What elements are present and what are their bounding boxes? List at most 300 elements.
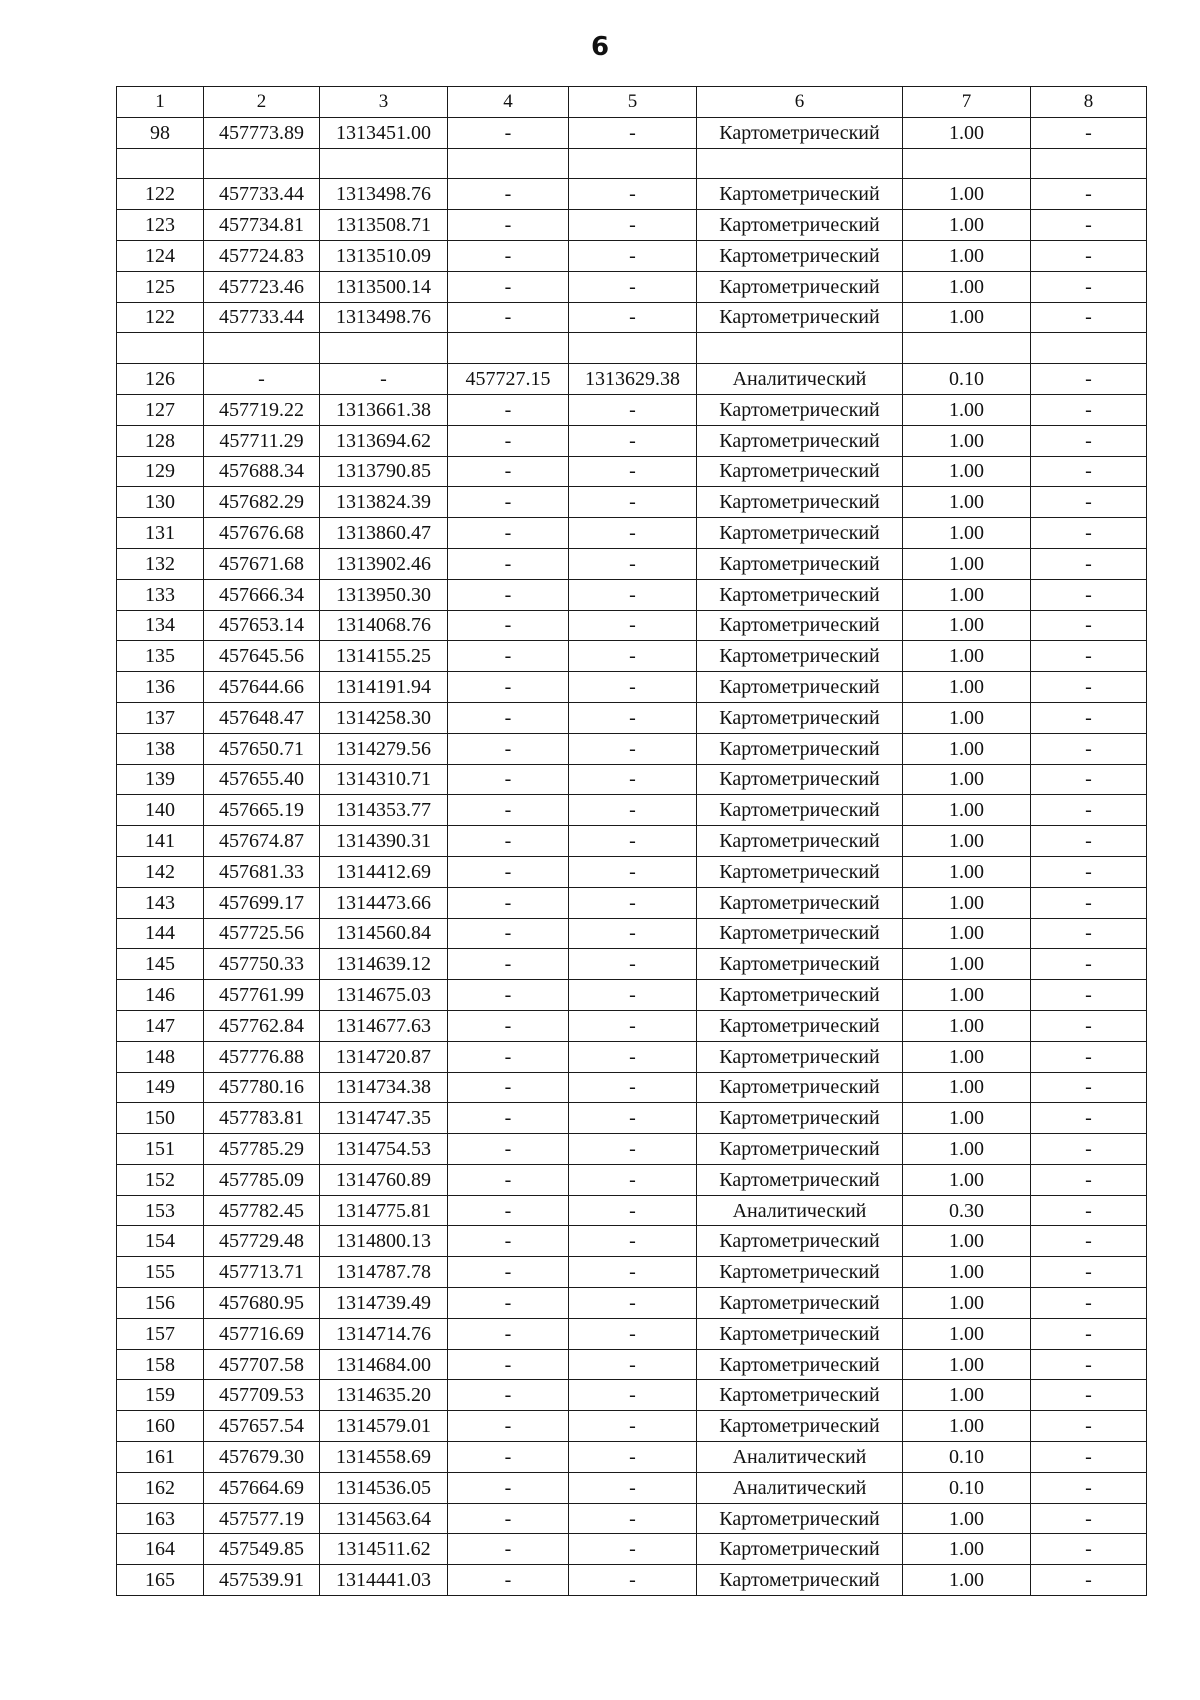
- column-header: 4: [448, 87, 569, 118]
- x-coordinate-cell: 457723.46: [204, 271, 320, 302]
- method-cell: Картометрический: [697, 210, 903, 241]
- description-cell: -: [1031, 1257, 1147, 1288]
- description-cell: -: [1031, 456, 1147, 487]
- description-cell: -: [1031, 364, 1147, 395]
- accuracy-cell: 1.00: [903, 733, 1031, 764]
- accuracy-cell: 1.00: [903, 1041, 1031, 1072]
- accuracy-cell: 0.10: [903, 364, 1031, 395]
- y-coordinate-cell: 1313498.76: [320, 179, 448, 210]
- description-cell: -: [1031, 179, 1147, 210]
- y-new-coordinate-cell: -: [569, 302, 697, 333]
- method-cell: Картометрический: [697, 918, 903, 949]
- x-coordinate-cell: 457780.16: [204, 1072, 320, 1103]
- table-row: [117, 1288, 1147, 1319]
- y-coordinate-cell: 1313510.09: [320, 240, 448, 271]
- x-coordinate-cell: 457682.29: [204, 487, 320, 518]
- description-cell: -: [1031, 1288, 1147, 1319]
- y-coordinate-cell: 1313902.46: [320, 548, 448, 579]
- y-coordinate-cell: 1314720.87: [320, 1041, 448, 1072]
- x-new-coordinate-cell: -: [448, 702, 569, 733]
- description-cell: -: [1031, 240, 1147, 271]
- table-row: [117, 394, 1147, 425]
- method-cell: Картометрический: [697, 1164, 903, 1195]
- x-new-coordinate-cell: -: [448, 1442, 569, 1473]
- y-new-coordinate-cell: -: [569, 1318, 697, 1349]
- accuracy-cell: 1.00: [903, 518, 1031, 549]
- description-cell: -: [1031, 1010, 1147, 1041]
- x-coordinate-cell: 457733.44: [204, 302, 320, 333]
- x-coordinate-cell: 457674.87: [204, 826, 320, 857]
- point-number-cell: 156: [117, 1288, 204, 1319]
- point-number-cell: 164: [117, 1534, 204, 1565]
- x-coordinate-cell: 457719.22: [204, 394, 320, 425]
- y-coordinate-cell: 1314677.63: [320, 1010, 448, 1041]
- y-new-coordinate-cell: [569, 148, 697, 179]
- description-cell: -: [1031, 210, 1147, 241]
- x-new-coordinate-cell: -: [448, 1503, 569, 1534]
- y-new-coordinate-cell: -: [569, 795, 697, 826]
- x-coordinate-cell: 457655.40: [204, 764, 320, 795]
- y-new-coordinate-cell: -: [569, 179, 697, 210]
- x-coordinate-cell: 457716.69: [204, 1318, 320, 1349]
- table-row: [117, 1164, 1147, 1195]
- x-coordinate-cell: 457776.88: [204, 1041, 320, 1072]
- y-coordinate-cell: 1314473.66: [320, 887, 448, 918]
- x-new-coordinate-cell: -: [448, 210, 569, 241]
- y-coordinate-cell: 1314739.49: [320, 1288, 448, 1319]
- x-coordinate-cell: 457783.81: [204, 1103, 320, 1134]
- table-row: [117, 1472, 1147, 1503]
- method-cell: Картометрический: [697, 487, 903, 518]
- x-new-coordinate-cell: -: [448, 240, 569, 271]
- table-row: [117, 271, 1147, 302]
- accuracy-cell: 1.00: [903, 1134, 1031, 1165]
- description-cell: -: [1031, 1072, 1147, 1103]
- method-cell: Картометрический: [697, 548, 903, 579]
- x-new-coordinate-cell: -: [448, 672, 569, 703]
- y-new-coordinate-cell: -: [569, 1472, 697, 1503]
- method-cell: Картометрический: [697, 394, 903, 425]
- accuracy-cell: 1.00: [903, 487, 1031, 518]
- y-new-coordinate-cell: -: [569, 641, 697, 672]
- point-number-cell: 125: [117, 271, 204, 302]
- x-new-coordinate-cell: -: [448, 1072, 569, 1103]
- table-row: [117, 1411, 1147, 1442]
- method-cell: Картометрический: [697, 641, 903, 672]
- x-coordinate-cell: 457729.48: [204, 1226, 320, 1257]
- table-row: [117, 456, 1147, 487]
- point-number-cell: 146: [117, 980, 204, 1011]
- description-cell: -: [1031, 548, 1147, 579]
- method-cell: Картометрический: [697, 1134, 903, 1165]
- x-new-coordinate-cell: -: [448, 548, 569, 579]
- point-number-cell: 126: [117, 364, 204, 395]
- x-coordinate-cell: 457539.91: [204, 1565, 320, 1596]
- y-coordinate-cell: 1314635.20: [320, 1380, 448, 1411]
- x-new-coordinate-cell: -: [448, 117, 569, 148]
- x-new-coordinate-cell: -: [448, 271, 569, 302]
- table-row: [117, 240, 1147, 271]
- accuracy-cell: 1.00: [903, 702, 1031, 733]
- x-coordinate-cell: 457724.83: [204, 240, 320, 271]
- x-coordinate-cell: 457709.53: [204, 1380, 320, 1411]
- point-number-cell: 131: [117, 518, 204, 549]
- description-cell: -: [1031, 641, 1147, 672]
- method-cell: Картометрический: [697, 672, 903, 703]
- y-coordinate-cell: 1314714.76: [320, 1318, 448, 1349]
- table-row: [117, 1103, 1147, 1134]
- accuracy-cell: 1.00: [903, 887, 1031, 918]
- x-coordinate-cell: 457773.89: [204, 117, 320, 148]
- y-new-coordinate-cell: -: [569, 610, 697, 641]
- method-cell: Аналитический: [697, 1195, 903, 1226]
- x-new-coordinate-cell: -: [448, 980, 569, 1011]
- y-new-coordinate-cell: -: [569, 117, 697, 148]
- description-cell: -: [1031, 487, 1147, 518]
- column-header: 7: [903, 87, 1031, 118]
- x-new-coordinate-cell: -: [448, 1041, 569, 1072]
- description-cell: -: [1031, 1472, 1147, 1503]
- table-row: [117, 610, 1147, 641]
- table-row: [117, 1503, 1147, 1534]
- x-coordinate-cell: [204, 333, 320, 364]
- point-number-cell: 132: [117, 548, 204, 579]
- x-coordinate-cell: 457676.68: [204, 518, 320, 549]
- accuracy-cell: 1.00: [903, 579, 1031, 610]
- accuracy-cell: 1.00: [903, 1072, 1031, 1103]
- method-cell: Картометрический: [697, 1041, 903, 1072]
- y-coordinate-cell: 1314563.64: [320, 1503, 448, 1534]
- table-row: [117, 1134, 1147, 1165]
- y-coordinate-cell: 1313824.39: [320, 487, 448, 518]
- description-cell: -: [1031, 826, 1147, 857]
- x-new-coordinate-cell: -: [448, 1257, 569, 1288]
- table-row: [117, 764, 1147, 795]
- x-new-coordinate-cell: -: [448, 1195, 569, 1226]
- x-coordinate-cell: 457762.84: [204, 1010, 320, 1041]
- accuracy-cell: 0.30: [903, 1195, 1031, 1226]
- y-coordinate-cell: 1314279.56: [320, 733, 448, 764]
- y-new-coordinate-cell: -: [569, 1411, 697, 1442]
- x-new-coordinate-cell: -: [448, 1565, 569, 1596]
- y-coordinate-cell: 1313694.62: [320, 425, 448, 456]
- table-row: [117, 1318, 1147, 1349]
- point-number-cell: 157: [117, 1318, 204, 1349]
- y-new-coordinate-cell: -: [569, 1010, 697, 1041]
- accuracy-cell: 1.00: [903, 1164, 1031, 1195]
- accuracy-cell: 1.00: [903, 641, 1031, 672]
- x-coordinate-cell: 457713.71: [204, 1257, 320, 1288]
- table-row: [117, 795, 1147, 826]
- y-new-coordinate-cell: -: [569, 487, 697, 518]
- column-header: 3: [320, 87, 448, 118]
- y-coordinate-cell: -: [320, 364, 448, 395]
- method-cell: Картометрический: [697, 1503, 903, 1534]
- y-coordinate-cell: 1314412.69: [320, 856, 448, 887]
- y-coordinate-cell: 1314579.01: [320, 1411, 448, 1442]
- accuracy-cell: 1.00: [903, 795, 1031, 826]
- y-coordinate-cell: 1314191.94: [320, 672, 448, 703]
- accuracy-cell: 1.00: [903, 1565, 1031, 1596]
- description-cell: -: [1031, 1503, 1147, 1534]
- table-row: [117, 1442, 1147, 1473]
- y-new-coordinate-cell: -: [569, 1226, 697, 1257]
- coordinates-table: [116, 86, 1147, 1596]
- method-cell: Аналитический: [697, 1472, 903, 1503]
- y-new-coordinate-cell: -: [569, 887, 697, 918]
- x-coordinate-cell: 457750.33: [204, 949, 320, 980]
- point-number-cell: 148: [117, 1041, 204, 1072]
- x-coordinate-cell: 457650.71: [204, 733, 320, 764]
- table-body: [117, 87, 1147, 1596]
- point-number-cell: 122: [117, 179, 204, 210]
- separator-row: [117, 333, 1147, 364]
- description-cell: -: [1031, 795, 1147, 826]
- x-new-coordinate-cell: -: [448, 1534, 569, 1565]
- x-new-coordinate-cell: -: [448, 487, 569, 518]
- accuracy-cell: 1.00: [903, 548, 1031, 579]
- separator-row: [117, 148, 1147, 179]
- x-coordinate-cell: 457733.44: [204, 179, 320, 210]
- accuracy-cell: 1.00: [903, 856, 1031, 887]
- point-number-cell: 142: [117, 856, 204, 887]
- y-new-coordinate-cell: -: [569, 548, 697, 579]
- x-coordinate-cell: 457679.30: [204, 1442, 320, 1473]
- point-number-cell: 124: [117, 240, 204, 271]
- description-cell: -: [1031, 980, 1147, 1011]
- point-number-cell: 155: [117, 1257, 204, 1288]
- description-cell: -: [1031, 918, 1147, 949]
- description-cell: -: [1031, 1442, 1147, 1473]
- description-cell: -: [1031, 302, 1147, 333]
- y-coordinate-cell: [320, 333, 448, 364]
- description-cell: -: [1031, 1380, 1147, 1411]
- y-new-coordinate-cell: -: [569, 764, 697, 795]
- y-new-coordinate-cell: -: [569, 1534, 697, 1565]
- description-cell: -: [1031, 579, 1147, 610]
- y-coordinate-cell: 1313950.30: [320, 579, 448, 610]
- x-new-coordinate-cell: [448, 148, 569, 179]
- point-number-cell: 139: [117, 764, 204, 795]
- point-number-cell: 151: [117, 1134, 204, 1165]
- method-cell: Картометрический: [697, 795, 903, 826]
- method-cell: Картометрический: [697, 1257, 903, 1288]
- x-coordinate-cell: 457665.19: [204, 795, 320, 826]
- y-coordinate-cell: 1314747.35: [320, 1103, 448, 1134]
- accuracy-cell: 0.10: [903, 1442, 1031, 1473]
- y-new-coordinate-cell: -: [569, 980, 697, 1011]
- x-new-coordinate-cell: -: [448, 394, 569, 425]
- x-new-coordinate-cell: -: [448, 856, 569, 887]
- x-new-coordinate-cell: -: [448, 610, 569, 641]
- x-coordinate-cell: [204, 148, 320, 179]
- method-cell: Аналитический: [697, 1442, 903, 1473]
- x-new-coordinate-cell: -: [448, 1380, 569, 1411]
- y-new-coordinate-cell: -: [569, 1195, 697, 1226]
- x-new-coordinate-cell: -: [448, 1472, 569, 1503]
- point-number-cell: 158: [117, 1349, 204, 1380]
- x-new-coordinate-cell: -: [448, 1411, 569, 1442]
- accuracy-cell: 1.00: [903, 610, 1031, 641]
- description-cell: -: [1031, 672, 1147, 703]
- y-coordinate-cell: 1314390.31: [320, 826, 448, 857]
- accuracy-cell: 1.00: [903, 302, 1031, 333]
- x-new-coordinate-cell: -: [448, 1164, 569, 1195]
- method-cell: [697, 333, 903, 364]
- y-new-coordinate-cell: -: [569, 702, 697, 733]
- y-new-coordinate-cell: [569, 333, 697, 364]
- y-coordinate-cell: 1314441.03: [320, 1565, 448, 1596]
- x-new-coordinate-cell: -: [448, 918, 569, 949]
- y-new-coordinate-cell: -: [569, 1288, 697, 1319]
- x-coordinate-cell: 457725.56: [204, 918, 320, 949]
- x-new-coordinate-cell: -: [448, 1103, 569, 1134]
- accuracy-cell: 1.00: [903, 456, 1031, 487]
- y-new-coordinate-cell: 1313629.38: [569, 364, 697, 395]
- accuracy-cell: 1.00: [903, 179, 1031, 210]
- accuracy-cell: [903, 333, 1031, 364]
- method-cell: Картометрический: [697, 949, 903, 980]
- description-cell: -: [1031, 518, 1147, 549]
- point-number-cell: 134: [117, 610, 204, 641]
- x-coordinate-cell: 457785.09: [204, 1164, 320, 1195]
- x-coordinate-cell: 457711.29: [204, 425, 320, 456]
- method-cell: Картометрический: [697, 887, 903, 918]
- point-number-cell: 143: [117, 887, 204, 918]
- accuracy-cell: 1.00: [903, 1257, 1031, 1288]
- accuracy-cell: 1.00: [903, 117, 1031, 148]
- accuracy-cell: [903, 148, 1031, 179]
- x-coordinate-cell: 457666.34: [204, 579, 320, 610]
- table-row: [117, 1072, 1147, 1103]
- method-cell: Картометрический: [697, 240, 903, 271]
- description-cell: [1031, 333, 1147, 364]
- method-cell: Картометрический: [697, 456, 903, 487]
- method-cell: Картометрический: [697, 518, 903, 549]
- accuracy-cell: 1.00: [903, 425, 1031, 456]
- x-new-coordinate-cell: -: [448, 456, 569, 487]
- x-coordinate-cell: 457785.29: [204, 1134, 320, 1165]
- x-coordinate-cell: 457549.85: [204, 1534, 320, 1565]
- accuracy-cell: 1.00: [903, 764, 1031, 795]
- method-cell: Картометрический: [697, 302, 903, 333]
- point-number-cell: 122: [117, 302, 204, 333]
- method-cell: Картометрический: [697, 826, 903, 857]
- point-number-cell: 138: [117, 733, 204, 764]
- y-new-coordinate-cell: -: [569, 672, 697, 703]
- y-coordinate-cell: 1314068.76: [320, 610, 448, 641]
- x-new-coordinate-cell: -: [448, 302, 569, 333]
- method-cell: Аналитический: [697, 364, 903, 395]
- description-cell: -: [1031, 610, 1147, 641]
- y-coordinate-cell: 1314684.00: [320, 1349, 448, 1380]
- y-coordinate-cell: 1314639.12: [320, 949, 448, 980]
- y-new-coordinate-cell: -: [569, 826, 697, 857]
- point-number-cell: 159: [117, 1380, 204, 1411]
- table-row: [117, 210, 1147, 241]
- x-coordinate-cell: -: [204, 364, 320, 395]
- method-cell: Картометрический: [697, 610, 903, 641]
- table-row: [117, 1257, 1147, 1288]
- accuracy-cell: 1.00: [903, 1503, 1031, 1534]
- method-cell: Картометрический: [697, 1565, 903, 1596]
- method-cell: Картометрический: [697, 1010, 903, 1041]
- point-number-cell: [117, 333, 204, 364]
- description-cell: -: [1031, 949, 1147, 980]
- point-number-cell: 150: [117, 1103, 204, 1134]
- x-new-coordinate-cell: -: [448, 1318, 569, 1349]
- table-row: [117, 179, 1147, 210]
- table-row: [117, 826, 1147, 857]
- point-number-cell: 128: [117, 425, 204, 456]
- point-number-cell: 153: [117, 1195, 204, 1226]
- method-cell: Картометрический: [697, 117, 903, 148]
- x-new-coordinate-cell: -: [448, 764, 569, 795]
- y-coordinate-cell: 1314258.30: [320, 702, 448, 733]
- x-coordinate-cell: 457645.56: [204, 641, 320, 672]
- y-new-coordinate-cell: -: [569, 1041, 697, 1072]
- x-new-coordinate-cell: -: [448, 579, 569, 610]
- page-number: 6: [590, 32, 610, 62]
- accuracy-cell: 1.00: [903, 1226, 1031, 1257]
- accuracy-cell: 1.00: [903, 918, 1031, 949]
- point-number-cell: 140: [117, 795, 204, 826]
- description-cell: -: [1031, 1041, 1147, 1072]
- x-new-coordinate-cell: -: [448, 1134, 569, 1165]
- y-new-coordinate-cell: -: [569, 579, 697, 610]
- x-new-coordinate-cell: -: [448, 641, 569, 672]
- method-cell: Картометрический: [697, 579, 903, 610]
- table-row: [117, 1380, 1147, 1411]
- point-number-cell: 135: [117, 641, 204, 672]
- y-new-coordinate-cell: -: [569, 949, 697, 980]
- accuracy-cell: 1.00: [903, 240, 1031, 271]
- point-number-cell: 144: [117, 918, 204, 949]
- y-new-coordinate-cell: -: [569, 425, 697, 456]
- point-number-cell: 145: [117, 949, 204, 980]
- point-number-cell: 152: [117, 1164, 204, 1195]
- method-cell: Картометрический: [697, 425, 903, 456]
- y-coordinate-cell: 1314754.53: [320, 1134, 448, 1165]
- table-row: [117, 702, 1147, 733]
- description-cell: -: [1031, 733, 1147, 764]
- accuracy-cell: 1.00: [903, 1349, 1031, 1380]
- y-coordinate-cell: 1314310.71: [320, 764, 448, 795]
- x-new-coordinate-cell: -: [448, 1010, 569, 1041]
- method-cell: [697, 148, 903, 179]
- y-new-coordinate-cell: -: [569, 1103, 697, 1134]
- x-coordinate-cell: 457680.95: [204, 1288, 320, 1319]
- y-coordinate-cell: 1314787.78: [320, 1257, 448, 1288]
- accuracy-cell: 1.00: [903, 210, 1031, 241]
- table-row: [117, 980, 1147, 1011]
- y-new-coordinate-cell: -: [569, 210, 697, 241]
- accuracy-cell: 1.00: [903, 1288, 1031, 1319]
- y-coordinate-cell: 1313508.71: [320, 210, 448, 241]
- x-coordinate-cell: 457688.34: [204, 456, 320, 487]
- method-cell: Картометрический: [697, 1072, 903, 1103]
- x-new-coordinate-cell: -: [448, 733, 569, 764]
- table-row: [117, 1010, 1147, 1041]
- y-new-coordinate-cell: -: [569, 1442, 697, 1473]
- accuracy-cell: 1.00: [903, 826, 1031, 857]
- y-new-coordinate-cell: -: [569, 394, 697, 425]
- description-cell: -: [1031, 1411, 1147, 1442]
- method-cell: Картометрический: [697, 179, 903, 210]
- point-number-cell: 133: [117, 579, 204, 610]
- description-cell: -: [1031, 425, 1147, 456]
- description-cell: -: [1031, 764, 1147, 795]
